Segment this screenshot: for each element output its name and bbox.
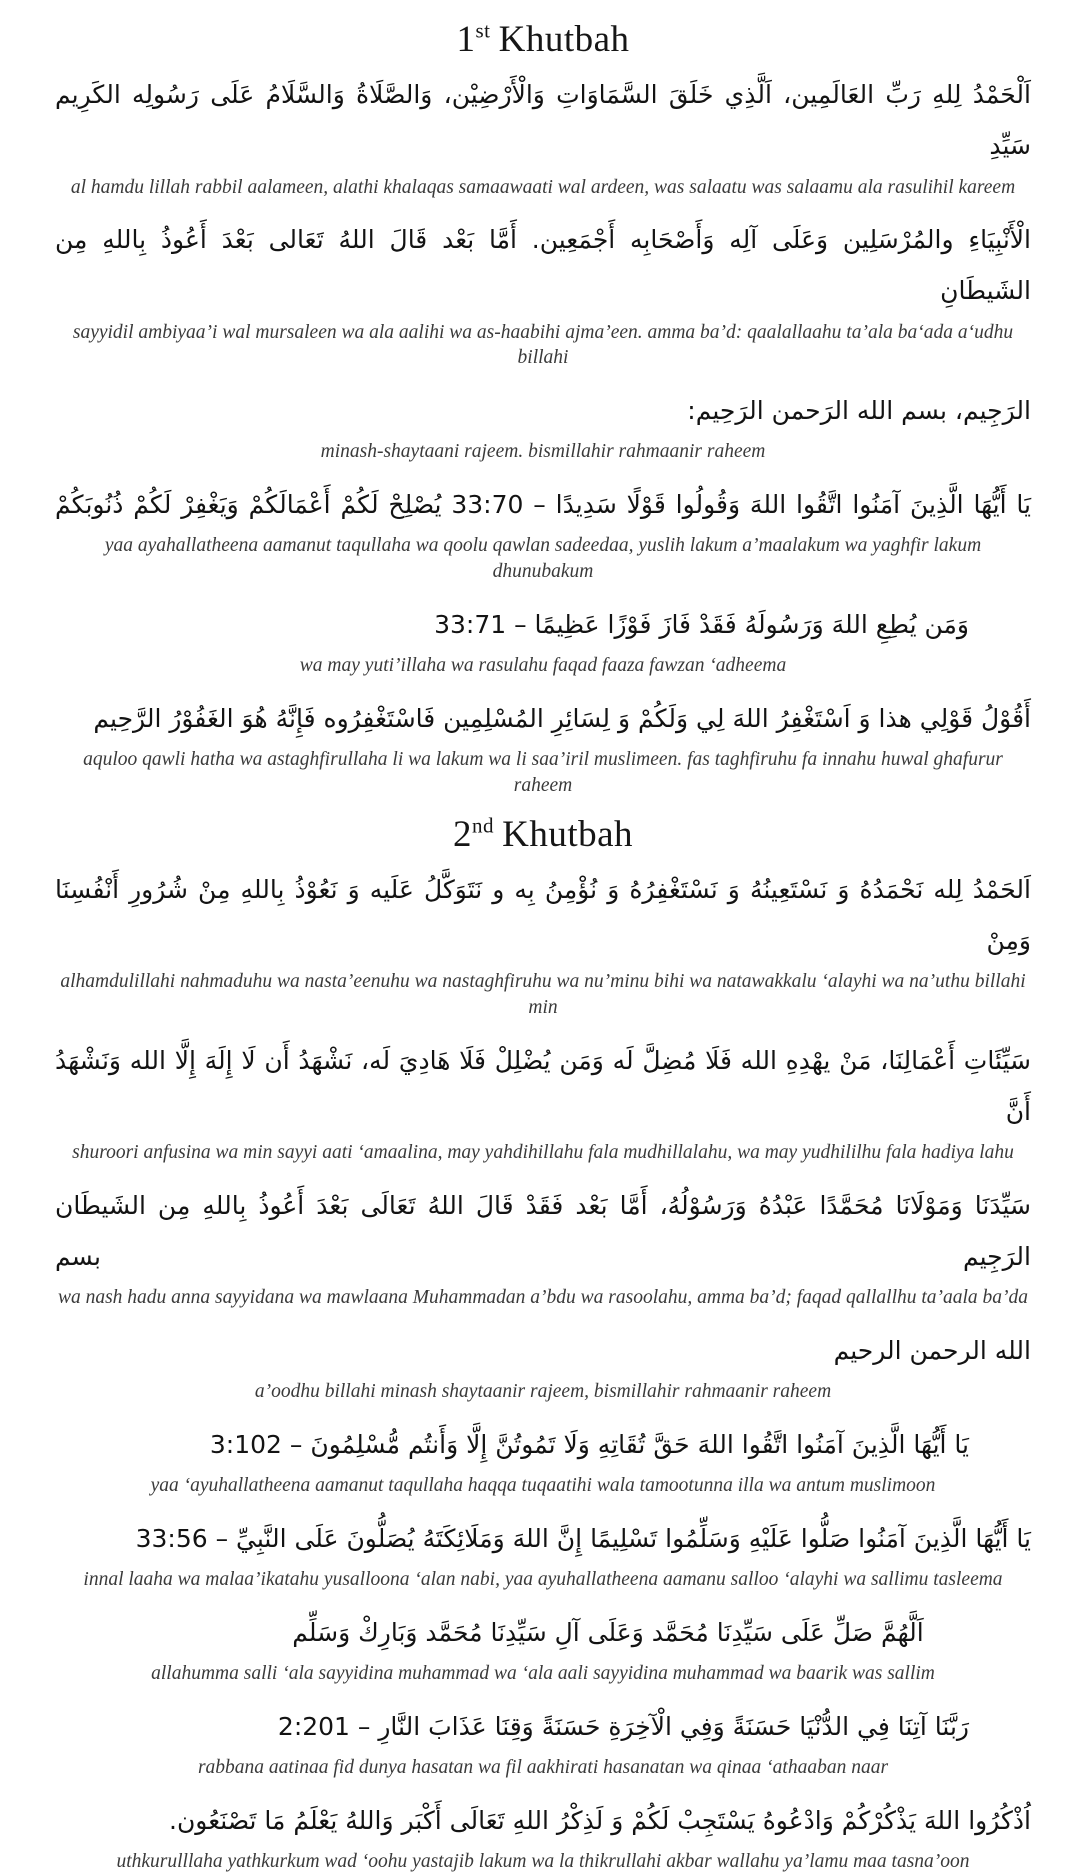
transliteration-line: wa may yuti’illaha wa rasulahu faqad faaza fawzan ‘adheema [299,655,787,677]
arabic-line: الْأَنْبِيَاءِ والمُرْسَلِين وَعَلَى آلِه وَأَصْحَابِه أَجْمَعِين. أَمَّا بَعْد قَالَ اللهُ تَعَالى بَعْدَ أَعُوذُ بِاللهِ مِن الشَيطَانِ [55,225,1031,306]
khutbah2-salawat [55,1607,1031,1687]
khutbah1-verse-33-70 [55,479,1031,585]
transliteration-line: wa nash hadu anna sayyidana wa mawlaana Muhammadan a’bdu wa rasoolahu, amma ba’d; faqad qallallhu ta’aala ba’da [57,1287,1029,1309]
transliteration-line: minash-shaytaani rajeem. bismillahir rahmaanir raheem [320,441,766,463]
arabic-line: الله الرحمن الرحيم [833,1336,1031,1366]
arabic-line: أَقُوْلُ قَوْلِي هذا وَ اَسْتَغْفِرُ اللهَ لِي وَلَكُمْ وَ لِسَائِرِ المُسْلِمِين فَاسْتَغْفِرُوه فَإِنَّهُ هُوَ الغَفُوْرُ الرَّحِيم [93,703,1031,733]
khutbah2-verse-3-102 [55,1419,1031,1499]
arabic-verse-line: يَا أَيُّهَا الَّذِينَ آمَنُوا اتَّقُوا اللهَ وَقُولُوا قَوْلًا سَدِيدًا – 33:70 يُصْلِحْ لَكُمْ أَعْمَالَكُمْ وَيَغْفِرْ لَكُمْ ذُنُوبَكُمْ [55,490,1032,520]
khutbah1-verse-33-71 [55,599,1031,679]
arabic-verse-line: يَا أَيُّهَا الَّذِينَ آمَنُوا صَلُّوا عَلَيْهِ وَسَلِّمُوا تَسْلِيمًا إِنَّ اللهَ وَمَلَائِكَتَهُ يُصَلُّونَ عَلَى النَّبِيِّ – 33:56 [135,1524,1031,1554]
transliteration-line: shuroori anfusina wa min sayyi aati ‘amaalina, may yahdihillahu fala mudhillalahu, wa may yudhililhu fala hadiya lahu [72,1142,1014,1164]
heading-title: Khutbah [498,19,630,60]
khutbah1-block-3 [55,385,1031,465]
transliteration-line: sayyidil ambiyaa’i wal mursaleen wa ala aalihi wa as-haabihi ajma’een. amma ba’d: qaalallaahu ta’ala ba‘ada a‘udhu billahi [72,321,1014,369]
arabic-line: اَلحَمْدُ لِله نَحْمَدُهُ وَ نَسْتَعِينُهُ وَ نَسْتَغْفِرُهُ وَ نُؤْمِنُ بِه و نَتَوَكَّلُ عَلَيه وَ نَعُوْذُ بِاللهِ مِنْ شُرُورِ أَنْفُسِنَا وَمِنْ [55,874,1031,955]
arabic-line: سَيِّدَنَا وَمَوْلَانَا مُحَمَّدًا عَبْدُهُ وَرَسُوْلُهُ، أَمَّا بَعْد فَقَدْ قَالَ اللهُ تَعَالَى بَعْدَ أَعُوذُ بِاللهِ مِن الشَيطَان الرَجِيم بسم [55,1190,1031,1272]
arabic-line: اَلَّهُمَّ صَلِّ عَلَى سَيِّدِنَا مُحَمَّد وَعَلَى آلِ سَيِّدِنَا مُحَمَّد وَبَارِكْ وَسَلِّم [292,1618,924,1647]
khutbah2-block-1 [55,864,1031,1021]
transliteration-line: aquloo qawli hatha wa astaghfirullaha li wa lakum wa li saa’iril muslimeen. fas taghfiruhu fa innahu huwal ghafurur raheem [83,749,1003,796]
transliteration-line: a’oodhu billahi minash shaytaanir rajeem, bismillahir rahmaanir raheem [254,1381,832,1403]
khutbah2-closing [55,1795,1031,1875]
khutbah1-closing [55,693,1031,799]
arabic-line: سَيِّئَاتِ أَعْمَالِنَا، مَنْ يهْدِهِ الله فَلَا مُضِلَّ لَه وَمَن يُضْلِلْ فَلَا هَادِيَ لَه، نَشْهَدُ أَن لَا إِلَهَ إِلَّا الله وَنَشْهَدُ أَنَّ [55,1045,1031,1126]
heading-number: 1 [456,19,476,60]
heading-number: 2 [452,813,472,855]
section-heading-second-khutbah [55,813,1031,856]
arabic-line: اَلْحَمْدُ لِلهِ رَبِّ العَالَمِين، اَلَّذِي خَلَقَ السَّمَاوَاتِ وَالْأَرْضِيْن، وَالصَّلَاةُ وَالسَّلَامُ عَلَى رَسُولِه الكَرِيم سَيِّدِ [55,80,1031,161]
arabic-verse-line: وَمَن يُطِعِ اللهَ وَرَسُولَهُ فَقَدْ فَازَ فَوْزًا عَظِيمًا – 33:71 [434,609,969,639]
khutbah2-verse-33-56 [55,1513,1031,1593]
transliteration-line: alhamdulillahi nahmaduhu wa nasta’eenuhu wa nastaghfiruhu wa nu’minu bihi wa natawakkalu ‘alayhi wa na’uthu billahi min [60,971,1026,1018]
transliteration-line: innal laaha wa malaa’ikatahu yusalloona ‘alan nabi, yaa ayuhallatheena aamanu salloo ‘alayhi wa sallimu tasleema [83,1569,1003,1591]
arabic-verse-line: يَا أَيُّهَا الَّذِينَ آمَنُوا اتَّقُوا اللهَ حَقَّ تُقَاتِهِ وَلَا تَمُوتُنَّ إِلَّا وَأَنتُم مُّسْلِمُونَ – 3:102 [209,1430,969,1460]
arabic-line: الرَجِيم، بسم الله الرَحمن الرَحِيم: [687,396,1031,426]
section-heading-first-khutbah [55,18,1031,61]
transliteration-line: al hamdu lillah rabbil aalameen, alathi khalaqas samaawaati wal ardeen, was salaatu was salaamu ala rasulihil kareem [70,176,1016,198]
khutbah2-block-2 [55,1035,1031,1166]
transliteration-line: allahumma salli ‘ala sayyidina muhammad wa ‘ala aali sayyidina muhammad wa baarik was sallim [151,1663,935,1685]
arabic-line: اُذْكُرُوا اللهَ يَذْكُرْكُمْ وَادْعُوهُ يَسْتَجِبْ لَكُمْ وَ لَذِكْرُ اللهِ تَعَالَى أَكْبَر وَاللهُ يَعْلَمُ مَا تَصْنَعُون. [169,1805,1031,1835]
khutbah1-block-2 [55,214,1031,371]
transliteration-line: uthkurulllaha yathkurkum wad ‘oohu yastajib lakum wa la thikrullahi akbar wallahu ya’lamu maa tasna’oon [116,1851,970,1873]
transliteration-line: yaa ayahallatheena aamanut taqullaha wa qoolu qawlan sadeedaa, yuslih lakum a’maalakum wa yaghfir lakum dhunubakum [104,535,982,583]
khutbah2-verse-2-201 [55,1701,1031,1781]
heading-ordinal: nd [471,813,494,838]
transliteration-line: rabbana aatinaa fid dunya hasatan wa fil aakhirati hasanatan wa qinaa ‘athaaban naar [197,1757,889,1779]
khutbah1-block-1 [55,69,1031,200]
khutbah2-block-3 [55,1180,1031,1311]
khutbah2-basmala [55,1325,1031,1405]
arabic-verse-line: رَبَّنَا آتِنَا فِي الدُّنْيَا حَسَنَةً وَفِي الْآخِرَةِ حَسَنَةً وَقِنَا عَذَابَ النَّارِ – 2:201 [277,1711,969,1741]
heading-ordinal: st [475,18,491,43]
transliteration-line: yaa ‘ayuhallatheena aamanut taqullaha haqqa tuqaatihi wala tamootunna illa wa antum muslimoon [150,1475,936,1497]
heading-title: Khutbah [502,813,634,855]
